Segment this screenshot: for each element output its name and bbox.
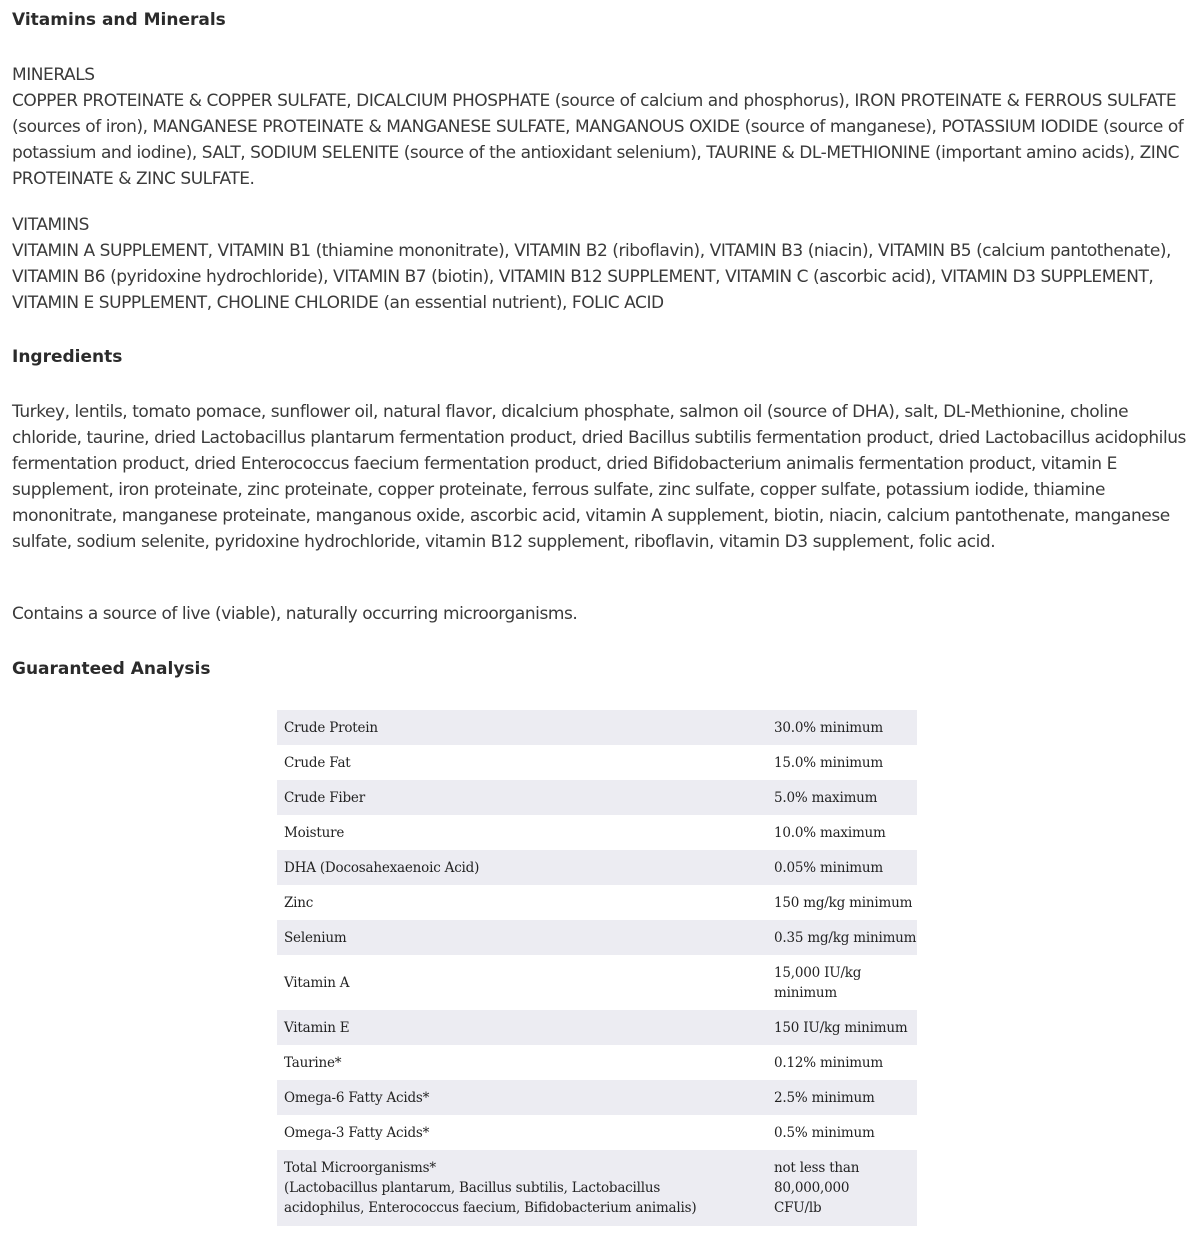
table-row [277, 1150, 917, 1226]
table-row [277, 780, 917, 815]
nutrient-subtext: (Lactobacillus plantarum, Bacillus subtilis, Lactobacillus acidophilus, Enterococcus faecium, Bifidobacterium animalis) [284, 1180, 697, 1216]
nutrient-value: 0.5% minimum [774, 1124, 875, 1141]
microorganisms-note: Contains a source of live (viable), naturally occurring microorganisms. [12, 604, 578, 624]
table-row [277, 1010, 917, 1045]
table-row [277, 955, 917, 1010]
vitamins-text: VITAMIN A SUPPLEMENT, VITAMIN B1 (thiamine mononitrate), VITAMIN B2 (riboflavin), VITAMIN B3 (niacin), VITAMIN B5 (calcium pantothenate), VITAMIN B6 (pyridoxine hydrochloride), VITAMIN B7 (biotin), VITAMIN B12 SUPPLEMENT, VITAMIN C (ascorbic acid), VITAMIN D3 SUPPLEMENT, VITAMIN E SUPPLEMENT, CHOLINE CHLORIDE (an essential nutrient), FOLIC ACID [12, 241, 1171, 313]
nutrient-value: 10.0% maximum [774, 824, 886, 841]
vitamins-section [12, 212, 1192, 316]
nutrient-value: 5.0% maximum [767, 780, 917, 815]
vitamins-label: VITAMINS [12, 215, 89, 235]
nutrient-name: Crude Fiber [277, 780, 767, 815]
nutrient-name: Vitamin A [284, 974, 350, 991]
minerals-label: MINERALS [12, 65, 95, 85]
minerals-section [12, 62, 1192, 192]
nutrient-value: 150 mg/kg minimum [774, 894, 913, 911]
nutrient-value: 30.0% minimum [767, 710, 917, 745]
guaranteed-analysis-table-wrapper [277, 710, 917, 1226]
minerals-text: COPPER PROTEINATE & COPPER SULFATE, DICALCIUM PHOSPHATE (source of calcium and phosphorus), IRON PROTEINATE & FERROUS SULFATE (sources of iron), MANGANESE PROTEINATE & MANGANESE SULFATE, MANGANOUS OXIDE (source of manganese), POTASSIUM IODIDE (source of potassium and iodine), SALT, SODIUM SELENITE (source of the antioxidant selenium), TAURINE & DL-METHIONINE (important amino acids), ZINC PROTEINATE & ZINC SULFATE. [12, 91, 1184, 189]
nutrient-name: Crude Protein [277, 710, 767, 745]
nutrient-value: 0.35 mg/kg minimum [767, 920, 917, 955]
table-row [277, 1115, 917, 1150]
nutrient-value: 2.5% minimum [767, 1080, 917, 1115]
table-row [277, 1045, 917, 1080]
vitamins-minerals-heading: Vitamins and Minerals [12, 10, 226, 30]
nutrient-name: Moisture [284, 824, 345, 841]
ingredients-heading: Ingredients [12, 347, 123, 367]
nutrient-name: Zinc [284, 894, 314, 911]
nutrient-value: not less than 80,000,000 CFU/lb [767, 1150, 917, 1226]
table-row [277, 710, 917, 745]
nutrient-value: 15,000 IU/kg minimum [774, 964, 862, 1001]
nutrient-name: Taurine* [284, 1054, 342, 1071]
ingredients-text: Turkey, lentils, tomato pomace, sunflower oil, natural flavor, dicalcium phosphate, salmon oil (source of DHA), salt, DL-Methionine, choline chloride, taurine, dried Lactobacillus plantarum fermentation product, dried Bacillus subtilis fermentation product, dried Lactobacillus acidophilus fermentation product, dried Enterococcus faecium fermentation product, dried Bifidobacterium animalis fermentation product, vitamin E supplement, iron proteinate, zinc proteinate, copper proteinate, ferrous sulfate, zinc sulfate, copper sulfate, potassium iodide, thiamine mononitrate, manganese proteinate, manganous oxide, ascorbic acid, vitamin A supplement, biotin, niacin, calcium pantothenate, manganese sulfate, sodium selenite, pyridoxine hydrochloride, vitamin B12 supplement, riboflavin, vitamin D3 supplement, folic acid. [12, 402, 1186, 552]
table-row [277, 920, 917, 955]
table-row [277, 885, 917, 920]
nutrient-value: 15.0% minimum [774, 754, 884, 771]
table-row [277, 1080, 917, 1115]
nutrient-name: Total Microorganisms* [284, 1160, 436, 1176]
nutrient-value: 150 IU/kg minimum [767, 1010, 917, 1045]
nutrient-name: Omega-3 Fatty Acids* [284, 1124, 430, 1141]
nutrient-value: 0.12% minimum [774, 1054, 884, 1071]
nutrient-value: 0.05% minimum [767, 850, 917, 885]
guaranteed-analysis-heading: Guaranteed Analysis [12, 659, 211, 679]
table-row [277, 850, 917, 885]
table-row [277, 745, 917, 780]
table-row [277, 815, 917, 850]
nutrient-name: Vitamin E [277, 1010, 767, 1045]
nutrient-name: Crude Fat [284, 754, 351, 771]
nutrient-name: Selenium [277, 920, 767, 955]
nutrient-name: DHA (Docosahexaenoic Acid) [277, 850, 767, 885]
guaranteed-analysis-table [277, 710, 917, 1226]
nutrient-name: Omega-6 Fatty Acids* [277, 1080, 767, 1115]
nutrient-name-cell [277, 1150, 767, 1226]
